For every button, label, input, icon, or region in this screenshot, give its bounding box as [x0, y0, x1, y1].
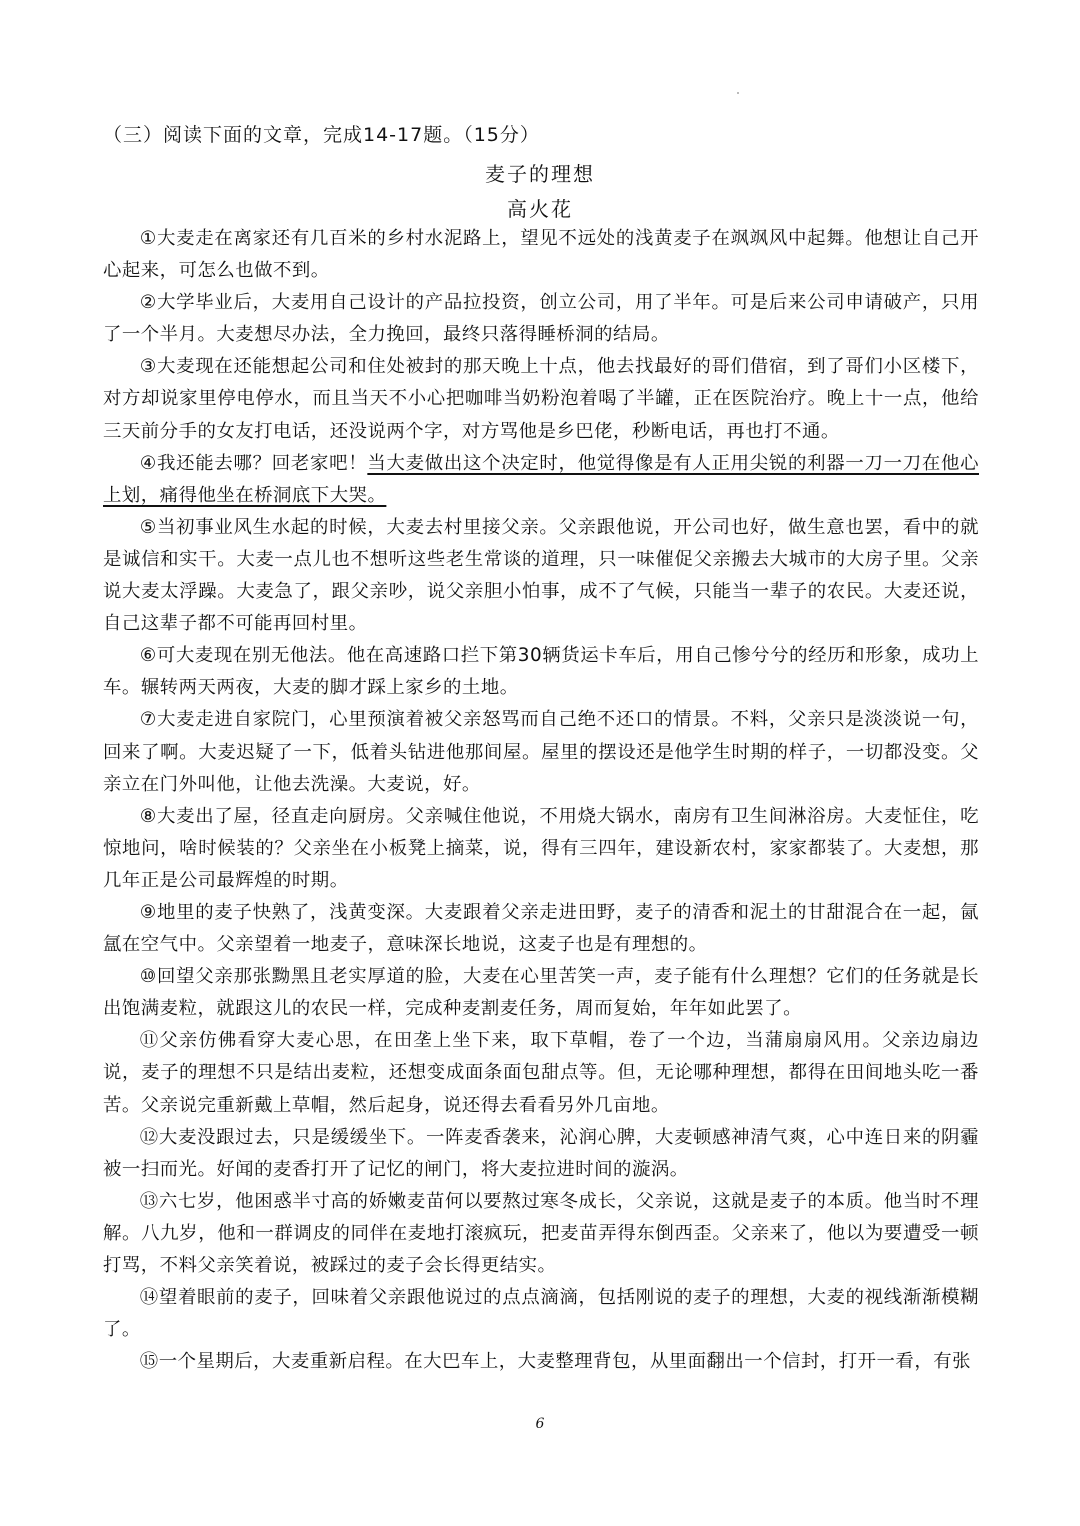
section-instruction: （三）阅读下面的文章，完成14-17题。（15分）: [103, 124, 540, 146]
paragraph-4-plain: ④我还能去哪？回老家吧！: [139, 452, 368, 474]
paragraph-1: ①大麦走在离家还有几百米的乡村水泥路上，望见不远处的浅黄麦子在飒飒风中起舞。他想让自己开心起来，可怎么也做不到。: [103, 228, 979, 282]
page-number: 6: [535, 1416, 545, 1432]
paragraph-4: [103, 448, 979, 512]
article-title: 麦子的理想: [485, 162, 595, 186]
paragraph-4-underlined-sentence: 当大麦做出这个决定时，他觉得像是有人正用尖锐的利器一刀一刀在他心上划，痛得他坐在桥洞底下大哭。: [103, 452, 979, 506]
paragraph-5: ⑤当初事业风生水起的时候，大麦去村里接父亲。父亲跟他说，开公司也好，做生意也罢，看中的就是诚信和实干。大麦一点儿也不想听这些老生常谈的道理，只一味催促父亲搬去大城市的大房子里。父亲说大麦太浮躁。大麦急了，跟父亲吵，说父亲胆小怕事，成不了气候，只能当一辈子的农民。大麦还说，自己这辈子都不可能再回村里。: [103, 516, 979, 635]
paragraph-7: ⑦大麦走进自家院门，心里预演着被父亲怒骂而自己绝不还口的情景。不料，父亲只是淡淡说一句，回来了啊。大麦迟疑了一下，低着头钻进他那间屋。屋里的摆设还是他学生时期的样子，一切都没变。父亲立在门外叫他，让他去洗澡。大麦说，好。: [103, 709, 979, 795]
paragraph-8: ⑧大麦出了屋，径直走向厨房。父亲喊住他说，不用烧大锅水，南房有卫生间淋浴房。大麦怔住，吃惊地问，啥时候装的？父亲坐在小板凳上摘菜，说，得有三四年，建设新农村，家家都装了。大麦想，那几年正是公司最辉煌的时期。: [103, 805, 979, 891]
paragraph-9: ⑨地里的麦子快熟了，浅黄变深。大麦跟着父亲走进田野，麦子的清香和泥土的甘甜混合在一起，氤氲在空气中。父亲望着一地麦子，意味深长地说，这麦子也是有理想的。: [103, 901, 979, 956]
article-body: [103, 223, 979, 1378]
scan-speck: [737, 92, 739, 94]
paragraph-12: ⑫大麦没跟过去，只是缓缓坐下。一阵麦香袭来，沁润心脾，大麦顿感神清气爽，心中连日来的阴霾被一扫而光。好闻的麦香打开了记忆的闸门，将大麦拉进时间的漩涡。: [103, 1126, 979, 1180]
paragraph-13: ⑬六七岁，他困惑半寸高的娇嫩麦苗何以要熬过寒冬成长，父亲说，这就是麦子的本质。他当时不理解。八九岁，他和一群调皮的同伴在麦地打滚疯玩，把麦苗弄得东倒西歪。父亲来了，他以为要遭受一顿打骂，不料父亲笑着说，被踩过的麦子会长得更结实。: [103, 1190, 979, 1276]
paragraph-11: ⑪父亲仿佛看穿大麦心思，在田垄上坐下来，取下草帽，卷了一个边，当蒲扇扇风用。父亲边扇边说，麦子的理想不只是结出麦粒，还想变成面条面包甜点等。但，无论哪种理想，都得在田间地头吃一番苦。父亲说完重新戴上草帽，然后起身，说还得去看看另外几亩地。: [103, 1030, 979, 1116]
paragraph-14: ⑭望着眼前的麦子，回味着父亲跟他说过的点点滴滴，包括刚说的麦子的理想，大麦的视线渐渐模糊了。: [103, 1287, 979, 1341]
paragraph-2: ②大学毕业后，大麦用自己设计的产品拉投资，创立公司，用了半年。可是后来公司申请破产，只用了一个半月。大麦想尽办法，全力挽回，最终只落得睡桥洞的结局。: [103, 292, 979, 346]
paragraph-15: ⑮一个星期后，大麦重新启程。在大巴车上，大麦整理背包，从里面翻出一个信封，打开一看，有张: [139, 1351, 971, 1373]
paragraph-6: ⑥可大麦现在别无他法。他在高速路口拦下第30辆货运卡车后，用自己惨兮兮的经历和形象，成功上车。辗转两天两夜，大麦的脚才踩上家乡的土地。: [103, 645, 979, 699]
paragraph-3: ③大麦现在还能想起公司和住处被封的那天晚上十点，他去找最好的哥们借宿，到了哥们小区楼下，对方却说家里停电停水，而且当天不小心把咖啡当奶粉泡着喝了半罐，正在医院治疗。晚上十一点，他给三天前分手的女友打电话，还没说两个字，对方骂他是乡巴佬，秒断电话，再也打不通。: [103, 356, 979, 442]
article-author: 高火花: [507, 197, 573, 221]
paragraph-10: ⑩回望父亲那张黝黑且老实厚道的脸，大麦在心里苦笑一声，麦子能有什么理想？它们的任务就是长出饱满麦粒，就跟这儿的农民一样，完成种麦割麦任务，周而复始，年年如此罢了。: [103, 966, 979, 1020]
